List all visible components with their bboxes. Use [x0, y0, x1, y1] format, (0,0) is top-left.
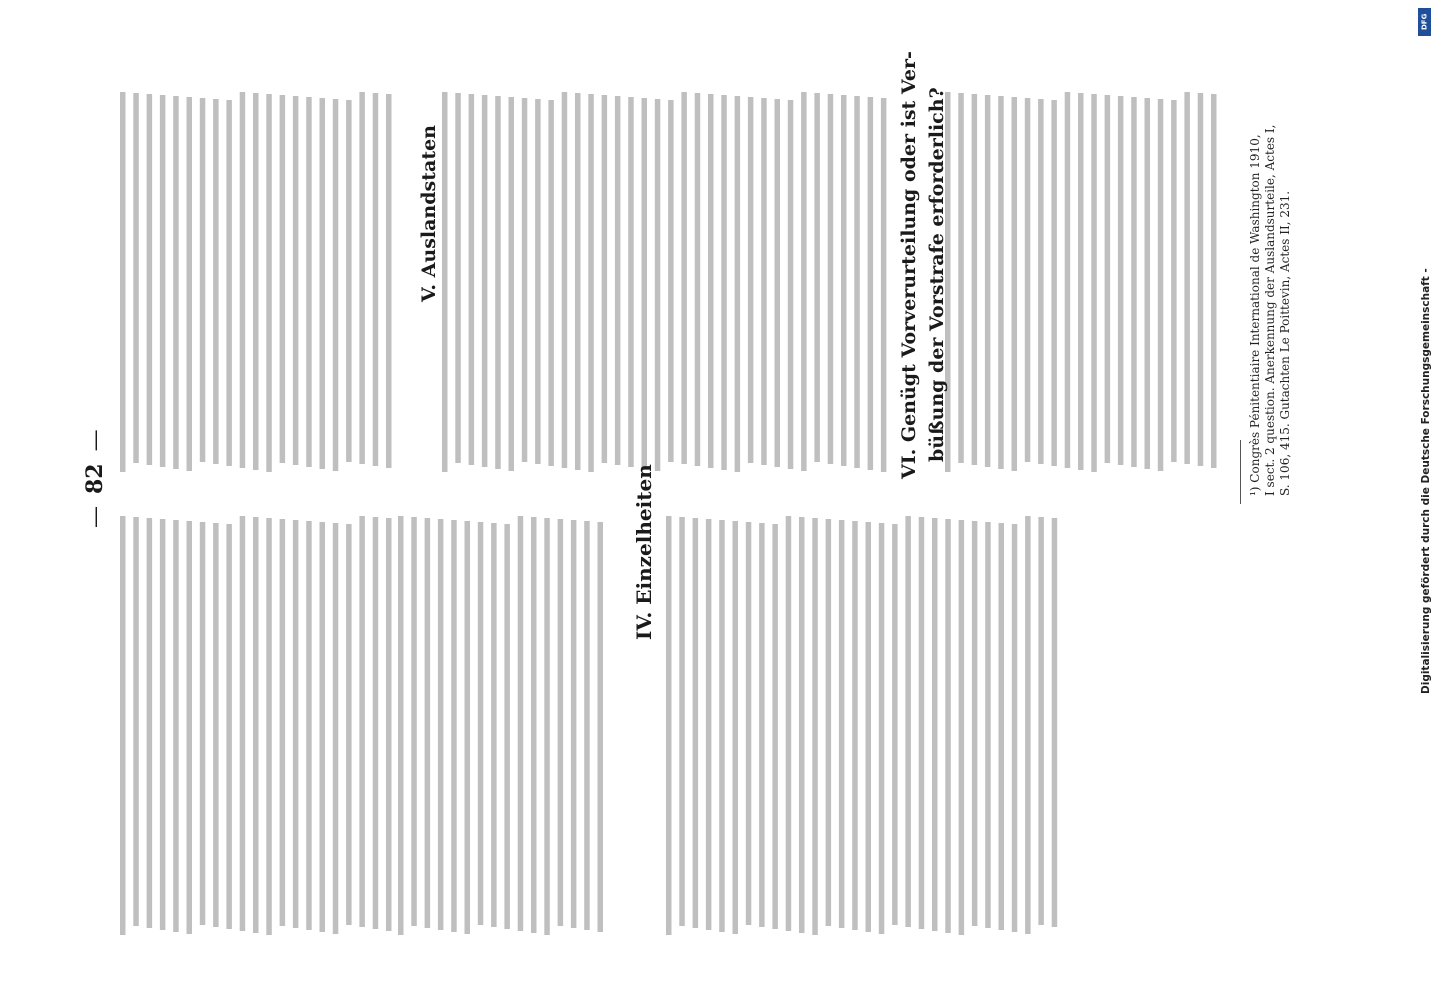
text-line: [438, 519, 444, 930]
text-line: [120, 92, 126, 472]
text-line: [1051, 100, 1057, 466]
text-line: [306, 97, 312, 467]
text-line: [1211, 94, 1217, 468]
text-line: [558, 519, 564, 926]
footnote-rule: [1240, 440, 1241, 504]
dash-left: —: [83, 506, 108, 528]
text-line: [266, 518, 272, 935]
text-line: [482, 95, 488, 467]
text-line: [905, 516, 911, 927]
text-line: [226, 100, 232, 466]
text-line: [655, 99, 661, 471]
text-line: [451, 520, 457, 932]
text-line: [253, 93, 259, 470]
text-line: [839, 520, 845, 928]
text-line: [812, 518, 818, 935]
text-line: [1065, 92, 1071, 468]
text-line: [1012, 97, 1018, 471]
text-line: [1012, 524, 1018, 932]
text-line: [240, 92, 246, 468]
text-line: [721, 95, 727, 470]
text-line: [522, 98, 528, 462]
text-line: [478, 522, 484, 925]
text-line: [173, 520, 179, 932]
text-line: [693, 518, 699, 928]
text-line: [852, 521, 858, 930]
text-line: [306, 521, 312, 930]
text-line: [854, 96, 860, 468]
text-line: [788, 100, 794, 469]
text-line: [985, 522, 991, 928]
text-line: [588, 94, 594, 472]
text-line: [772, 524, 778, 929]
text-line: [562, 92, 568, 468]
text-line: [1145, 98, 1151, 469]
text-line: [147, 94, 153, 465]
text-line: [548, 100, 554, 466]
text-line: [679, 517, 685, 926]
text-line: [1105, 95, 1111, 463]
text-line: [147, 518, 153, 928]
text-line: [719, 520, 725, 932]
text-line: [826, 519, 832, 926]
text-line: [333, 99, 339, 471]
text-line: [531, 517, 537, 933]
text-line: [455, 93, 461, 463]
text-line: [160, 95, 166, 467]
text-line: [293, 96, 299, 465]
heading-section-vi-line2: büßung der Vorstrafe erforderlich?: [926, 87, 948, 462]
text-line: [333, 523, 339, 934]
text-line: [495, 96, 501, 469]
text-line: [359, 92, 365, 464]
page-number-block: [82, 417, 108, 540]
text-line: [998, 96, 1004, 469]
text-line: [320, 98, 326, 469]
text-line: [602, 95, 608, 463]
text-line: [213, 99, 219, 464]
text-line: [879, 523, 885, 934]
text-line: [320, 522, 326, 932]
text-line: [491, 523, 497, 927]
text-line: [373, 93, 379, 466]
text-line: [442, 92, 448, 472]
text-line: [695, 93, 701, 466]
text-line: [200, 522, 206, 925]
text-line: [266, 94, 272, 472]
text-line: [735, 96, 741, 472]
text-line: [386, 518, 392, 931]
text-line: [786, 516, 792, 931]
text-line: [1158, 99, 1164, 471]
text-line: [509, 97, 515, 471]
text-line: [544, 518, 550, 935]
text-line: [571, 520, 577, 928]
text-line: [615, 96, 621, 465]
text-line: [1171, 100, 1177, 462]
text-line: [828, 94, 834, 464]
text-line: [1118, 96, 1124, 465]
text-line: [173, 96, 179, 469]
text-line: [1078, 93, 1084, 470]
text-line: [959, 520, 965, 935]
text-line: [133, 93, 139, 463]
text-line: [226, 524, 232, 929]
text-line: [814, 93, 820, 462]
text-line: [919, 517, 925, 929]
text-line: [535, 99, 541, 464]
text-line: [666, 516, 672, 935]
text-line: [213, 523, 219, 927]
text-line: [801, 92, 807, 471]
text-line: [932, 518, 938, 931]
text-line: [1052, 518, 1058, 927]
text-line: [985, 95, 991, 467]
text-line: [584, 521, 590, 930]
text-line: [972, 521, 978, 926]
text-line: [465, 521, 471, 934]
text-line: [881, 98, 887, 472]
text-line: [1038, 517, 1044, 925]
text-line: [280, 519, 286, 926]
text-line: [958, 93, 964, 463]
page-number: 82: [82, 463, 108, 494]
text-line: [240, 516, 246, 931]
text-line: [598, 522, 604, 932]
text-line: [200, 98, 206, 462]
text-line: [504, 524, 510, 929]
text-line: [708, 94, 714, 468]
text-line: [1131, 97, 1137, 467]
text-line: [1025, 516, 1031, 934]
text-line: [775, 99, 781, 467]
dash-right: —: [83, 429, 108, 452]
text-line: [748, 97, 754, 463]
text-line: [1025, 98, 1031, 462]
text-line: [668, 100, 674, 462]
text-line: [642, 98, 648, 469]
text-line: [575, 93, 581, 470]
text-line: [628, 97, 634, 467]
text-line: [187, 97, 193, 471]
text-line: [133, 517, 139, 926]
text-line: [945, 519, 951, 933]
digitization-note: Digitalisierung gefördert durch die Deutsche Forschungsgemeinschaft -: [1420, 268, 1432, 694]
footnote-line: S. 106, 415. Gutachten Le Poittevin, Actes II, 231.: [1278, 190, 1292, 496]
text-line: [398, 516, 404, 935]
text-line: [866, 522, 872, 932]
text-line: [346, 100, 352, 462]
text-line: [746, 522, 752, 925]
heading-section-iv: IV. Einzelheiten: [632, 464, 656, 640]
text-line: [346, 524, 352, 925]
text-line: [868, 97, 874, 470]
heading-section-v: V. Auslandstaten: [418, 125, 440, 302]
heading-section-vi-line1: VI. Genügt Vorverurteilung oder ist Ver-: [898, 51, 920, 479]
text-line: [1038, 99, 1044, 464]
text-line: [759, 523, 765, 927]
footnote-line: ¹) Congrès Pénitentiaire International de Washington 1910,: [1248, 134, 1262, 496]
text-line: [681, 92, 687, 464]
text-line: [386, 94, 392, 468]
text-line: [518, 516, 524, 931]
text-line: [411, 517, 417, 926]
text-line: [253, 517, 259, 933]
footnote-line: I sect. 2 question. Anerkennung der Auslandsurteile, Actes I,: [1263, 124, 1277, 496]
text-line: [733, 521, 739, 934]
text-line: [799, 517, 805, 933]
text-line: [761, 98, 767, 465]
text-line: [120, 516, 126, 935]
text-line: [373, 517, 379, 929]
text-line: [425, 518, 431, 928]
text-line: [1091, 94, 1097, 472]
text-line: [841, 95, 847, 466]
text-line: [706, 519, 712, 930]
text-line: [160, 519, 166, 930]
text-line: [892, 524, 898, 925]
text-line: [999, 523, 1005, 930]
text-line: [1184, 92, 1190, 464]
text-line: [1198, 93, 1204, 466]
text-line: [469, 94, 475, 465]
text-line: [280, 95, 286, 463]
text-line: [972, 94, 978, 465]
text-line: [359, 516, 365, 927]
text-line: [187, 521, 193, 934]
text-line: [293, 520, 299, 928]
dfg-logo-badge: DFG: [1418, 8, 1431, 36]
